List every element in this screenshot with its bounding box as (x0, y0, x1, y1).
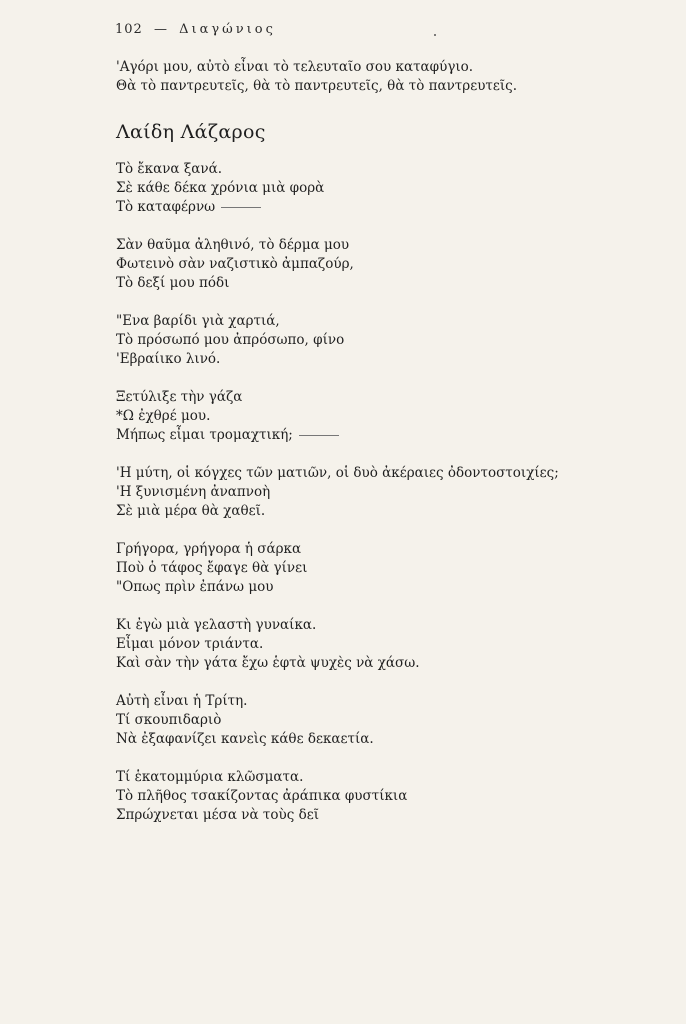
poem-line-text: Σὰν θαῦμα ἀληθινό, τὸ δέρμα μου (116, 237, 350, 253)
poem-line (116, 274, 656, 293)
speck-mark (434, 34, 436, 36)
poem-line-text: Σὲ μιὰ μέρα θὰ χαθεῖ. (116, 503, 266, 519)
poem-line-text: Σπρώχνεται μέσα νὰ τοὺς δεῖ (116, 807, 319, 823)
poem-line-text: Τί σκουπιδαριὸ (116, 712, 222, 728)
poem-line (116, 388, 656, 407)
poem-line-text: Τὸ δεξί μου πόδι (116, 275, 230, 291)
poem-line-text: Ξετύλιξε τὴν γάζα (116, 389, 243, 405)
poem-line (116, 654, 656, 673)
poem-line-text: 'Η ξυνισμένη ἀναπνοὴ (116, 484, 271, 500)
poem-line (116, 426, 656, 445)
poem-line (116, 635, 656, 654)
stanza (116, 160, 656, 217)
stanza (116, 388, 656, 445)
poem-line-text: *Ω ἐχθρέ μου. (116, 408, 211, 424)
poem-line-text: Τὸ ἔκανα ξανά. (116, 161, 223, 177)
stanza (116, 616, 656, 673)
poem-line-text: 'Εβραίικο λινό. (116, 351, 221, 367)
poem-line-text: Κι ἐγὼ μιὰ γελαστὴ γυναίκα. (116, 617, 317, 633)
poem-line-text: Ποὺ ὁ τάφος ἔφαγε θὰ γίνει (116, 560, 308, 576)
page-number: 102 (115, 22, 143, 37)
header-separator: — (153, 22, 168, 37)
stanza (116, 768, 656, 825)
stanza (116, 236, 656, 293)
poem-line-text: Γρήγορα, γρήγορα ἡ σάρκα (116, 541, 302, 557)
poem-line-text: Τὸ πρόσωπό μου ἀπρόσωπο, φίνο (116, 332, 345, 348)
stanza (116, 464, 656, 521)
page-content (116, 58, 656, 844)
poem-line-text: Νὰ ἐξαφανίζει κανεὶς κάθε δεκαετία. (116, 731, 374, 747)
poem-line (116, 692, 656, 711)
trailing-dash (299, 435, 339, 436)
poem-line (116, 768, 656, 787)
running-title: Διαγώνιος (179, 22, 276, 37)
poem-line (116, 616, 656, 635)
poem-line (116, 255, 656, 274)
poem-line (116, 160, 656, 179)
poem-line (116, 331, 656, 350)
trailing-dash (221, 207, 261, 208)
poem-line (116, 464, 656, 483)
poem-body (116, 160, 656, 825)
poem-line (116, 730, 656, 749)
poem-line-text: Σὲ κάθε δέκα χρόνια μιὰ φορὰ (116, 180, 325, 196)
poem-title: Λαίδη Λάζαρος (116, 121, 266, 143)
poem-line (116, 350, 656, 369)
poem-line-text: "Ενα βαρίδι γιὰ χαρτιά, (116, 313, 280, 329)
poem-line (116, 559, 656, 578)
intro-line: Θὰ τὸ παντρευτεῖς, θὰ τὸ παντρευτεῖς, θὰ τὸ παντρευτεῖς. (116, 78, 518, 94)
poem-line (116, 711, 656, 730)
poem-line (116, 578, 656, 597)
poem-line-text: "Οπως πρὶν ἐπάνω μου (116, 579, 274, 595)
stanza (116, 312, 656, 369)
poem-line (116, 787, 656, 806)
poem-line (116, 540, 656, 559)
poem-line-text: Αὐτὴ εἶναι ἡ Τρίτη. (116, 693, 248, 709)
poem-line-text: Τί ἑκατομμύρια κλῶσματα. (116, 769, 304, 785)
poem-line-text: Τὸ καταφέρνω (116, 199, 216, 215)
poem-line-text: 'Η μύτη, οἱ κόγχες τῶν ματιῶν, οἱ δυὸ ἀκέραιες ὀδοντοστοιχίες; (116, 465, 559, 481)
poem-line (116, 806, 656, 825)
poem-line (116, 312, 656, 331)
poem-line-text: Εἶμαι μόνον τριάντα. (116, 636, 264, 652)
stanza (116, 692, 656, 749)
poem-line-text: Φωτεινὸ σὰν ναζιστικὸ ἀμπαζούρ, (116, 256, 354, 272)
poem-line (116, 483, 656, 502)
poem-line (116, 502, 656, 521)
poem-line-text: Μήπως εἶμαι τρομαχτική; (116, 427, 293, 443)
poem-line (116, 236, 656, 255)
intro-line: 'Αγόρι μου, αὐτὸ εἶναι τὸ τελευταῖο σου καταφύγιο. (116, 59, 474, 75)
poem-line-text: Καὶ σὰν τὴν γάτα ἔχω ἑφτὰ ψυχὲς νὰ χάσω. (116, 655, 420, 671)
poem-line (116, 179, 656, 198)
poem-line (116, 407, 656, 426)
poem-line-text: Τὸ πλῆθος τσακίζοντας ἀράπικα φυστίκια (116, 788, 408, 804)
intro-lines (116, 58, 656, 96)
stanza (116, 540, 656, 597)
page-header (115, 22, 276, 37)
poem-line (116, 198, 656, 217)
